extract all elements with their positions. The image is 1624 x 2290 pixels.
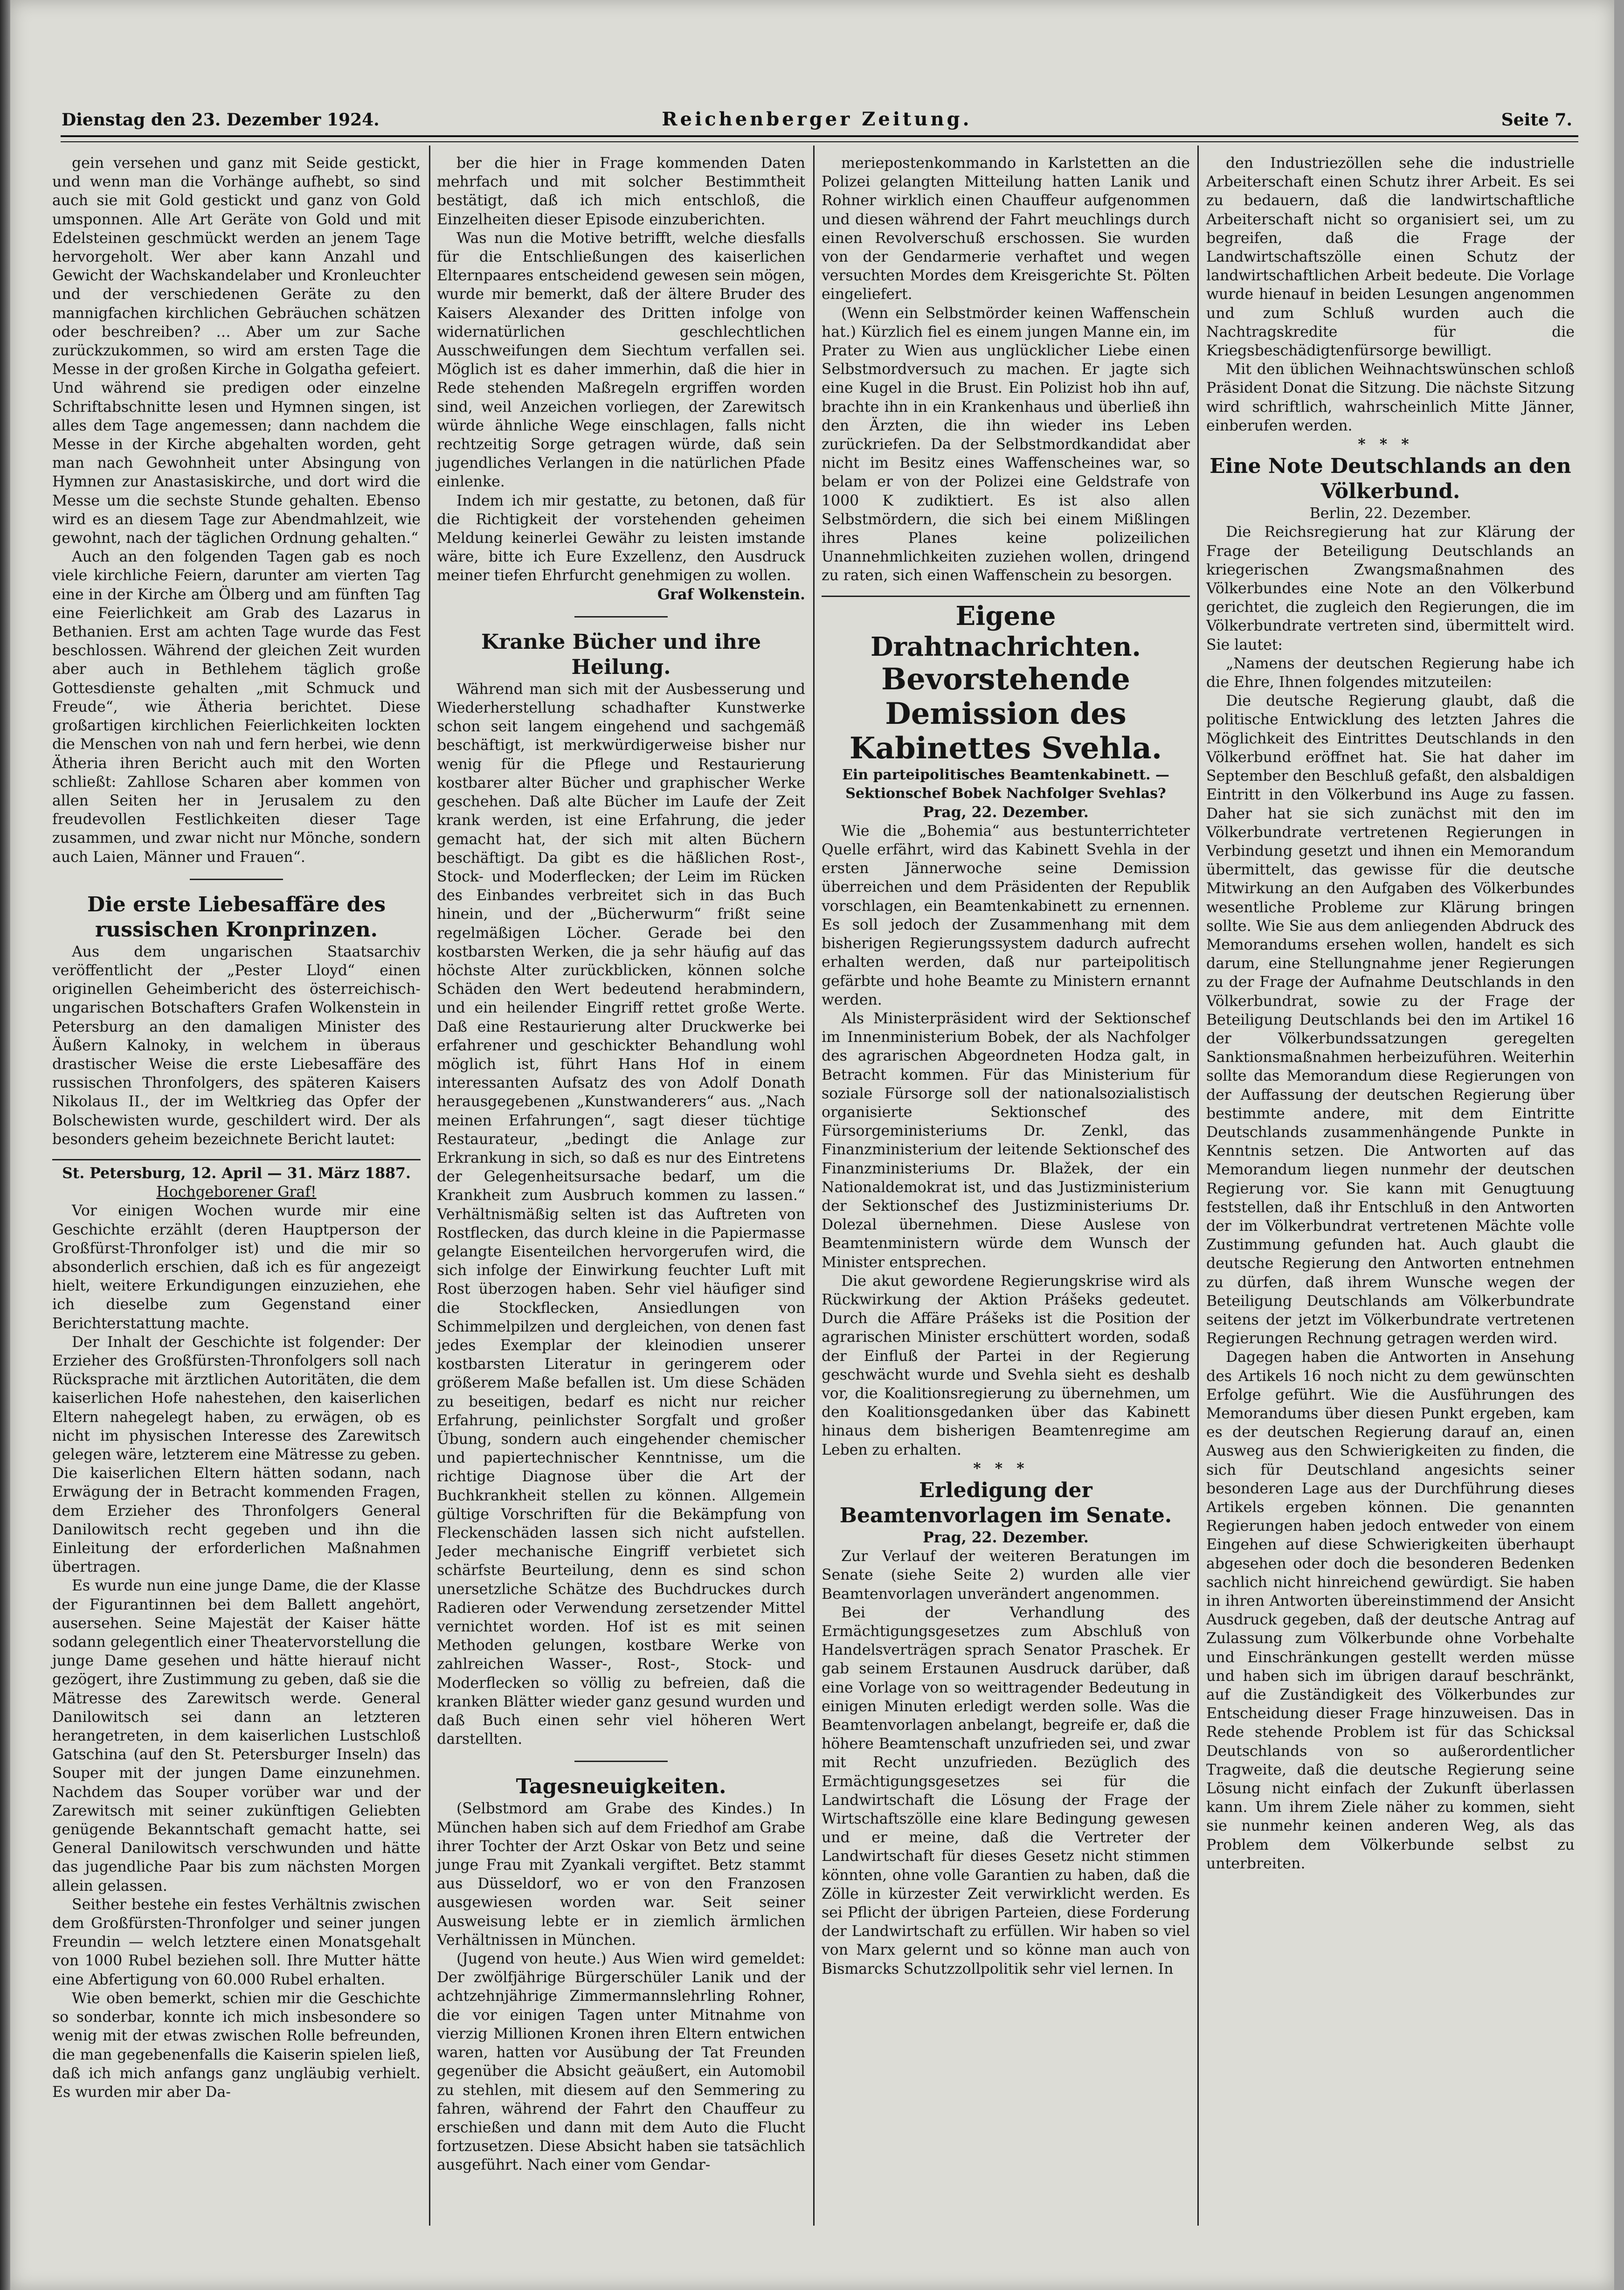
paragraph: Bei der Verhandlung des Ermächtigungsgesetzes zum Abschluß von Handelsverträgen sprach Senator Praschek. Er gab seinem Erstaunen Ausdruck darüber, daß eine Vorlage von so weittragender Bedeutung in einigen Minuten erledigt werden solle. Was die Beamtenvorlagen anbelangt, begreife er, daß die höhere Beamtenschaft unzufrieden sei, und zwar mit Recht unzufrieden. Bezüglich des Ermächtigungsgesetzes sei für die Landwirtschaft die Lösung der Frage der Wirtschaftszölle eine klare Bedingung gewesen und er meine, daß die Vertreter der Landwirtschaft für dieses Gesetz nicht stimmen könnten, ohne volle Garantien zu haben, daß die Zölle in kürzester Zeit verwirklicht werden. Es sei Pflicht der übrigen Parteien, diese Forderung der Landwirtschaft zu erfüllen. Wir haben so viel von Marx gelernt und so könne man auch von Bismarcks Schutzzollpolitik sehr viel lernen. In bbox=[822, 1604, 1190, 1978]
masthead-rule bbox=[61, 135, 1578, 142]
lead-headline: Bevorstehende Demission des Kabinettes Svehla. bbox=[849, 661, 1162, 766]
section-headline: Eigene Drahtnachrichten. bbox=[870, 600, 1141, 662]
paragraph: Mit den üblichen Weihnachtswünschen schloß Präsident Donat die Sitzung. Die nächste Sitzung wird schriftlich, wahrscheinlich Mitte Jänner, einberufen werden. bbox=[1206, 361, 1575, 434]
separator-stars: *** bbox=[1358, 436, 1423, 453]
column-3 bbox=[822, 154, 1190, 2080]
paragraph: (Selbstmord am Grabe des Kindes.) In München haben sich auf dem Friedhof am Grabe ihrer Tochter der Arzt Oskar von Betz und seine junge Frau mit Zyankali vergiftet. Betz stammt aus Düsseldorf, wo er von den Franzosen ausgewiesen worden war. Seit seiner Ausweisung lebte er in ziemlich ärmlichen Verhältnissen in München. bbox=[437, 1800, 805, 1949]
paragraph: Die akut gewordene Regierungskrise wird als Rückwirkung der Aktion Prášeks gedeutet. Durch die Affäre Prášeks ist die Position der agrarischen Minister erschüttert worden, sodaß der Einfluß der Partei in der Regierung geschwächt wurde und Svehla sieht es deshalb vor, die Koalitionsregierung zu übernehmen, um den Koalitionsgedanken über das Kabinett hinaus dem bisherigen Beamtenregime am Leben zu erhalten. bbox=[822, 1272, 1190, 1458]
page-number: Seite 7. bbox=[1501, 110, 1572, 130]
paragraph: Vor einigen Wochen wurde mir eine Geschichte erzählt (deren Hauptperson der Großfürst-Thronfolger ist) und die mir so absonderlich erschien, daß ich es für angezeigt hielt, weitere Erkundigungen einzuziehen, ehe ich dieselbe zum Gegenstand einer Berichterstattung machte. bbox=[52, 1202, 421, 1332]
column-2 bbox=[437, 154, 805, 2174]
article-headline: Kranke Bücher und ihre Heilung. bbox=[481, 630, 761, 679]
paragraph: Dagegen haben die Antworten in Ansehung des Artikels 16 noch nicht zu dem gewünschten Erfolge geführt. Wie die Ausführungen des Memorandums über diesen Punkt ergeben, kam es der deutschen Regierung darauf an, einen Ausweg aus den Schwierigkeiten zu finden, die sich für Deutschland angesichts seiner besonderen Lage aus der Durchführung dieses Artikels ergeben können. Die genannten Regierungen haben jedoch entweder von einem Eingehen auf diese Schwierigkeiten überhaupt abgesehen oder doch die besonderen Bedenken sachlich nicht hinreichend gewürdigt. Sie haben in ihren Antworten übereinstimmend der Ansicht Ausdruck gegeben, daß der deutsche Antrag auf Zulassung zum Völkerbunde ohne Vorbehalte und Einschränkungen gestellt werden müsse und haben sich im übrigen darauf beschränkt, auf die Zuständigkeit des Völkerbundes zur Entscheidung dieser Frage hinzuweisen. Das in Rede stehende Problem ist für das Schicksal Deutschlands von so außerordentlicher Tragweite, daß die deutsche Regierung seine Lösung nicht einfach der Zukunft überlassen kann. Um ihrem Ziele näher zu kommen, sieht sie nunmehr keinen anderen Weg, als das Problem dem Völkerbunde selbst zu unterbreiten. bbox=[1206, 1349, 1575, 1872]
column-rule bbox=[813, 146, 815, 2226]
paragraph: Aus dem ungarischen Staatsarchiv veröffentlicht der „Pester Lloyd“ einen originellen Geheimbericht des österreichisch-ungarischen Botschafters Grafen Wolkenstein in Petersburg an den damaligen Minister des Äußern Kalnoky, in welchem in überaus drastischer Weise die erste Liebesaffäre des russischen Thronfolgers, des späteren Kaisers Nikolaus II., der im Weltkrieg das Opfer der Bolschewisten wurde, geschildert wird. Der als besonders geheim bezeichnete Bericht lautet: bbox=[52, 943, 421, 1148]
paragraph: Wie oben bemerkt, schien mir die Geschichte so sonderbar, konnte ich mich insbesondere so wenig mit der etwas zwischen Rolle befreunden, die man gegebenenfalls die Kaiserin spielen ließ, daß ich mich anfangs ganz ungläubig verhielt. Es wurden mir aber Da- bbox=[52, 1990, 421, 2101]
paragraph: Während man sich mit der Ausbesserung und Wiederherstellung schadhafter Kunstwerke schon seit langem eingehend und sachgemäß beschäftigt, ist merkwürdigerweise bisher nur wenig für die Pflege und Restaurierung kostbarer alter Bücher und graphischer Werke geschehen. Daß alte Bücher im Laufe der Zeit krank werden, ist eine Erfahrung, die jeder gemacht hat, der sich mit alten Büchern beschäftigt. Da gibt es die häßlichen Rost-, Stock- und Moderflecken; der Leim im Rücken des Einbandes verbreitet sich in das Buch hinein, und der „Bücherwurm“ frißt seine regelmäßigen Löcher. Gerade bei den kostbarsten Werken, die ja sehr häufig auf das höchste Alter zurückblicken, können solche Schäden den Wert bedeutend herabmindern, und ein heilender Eingriff rettet große Werte. Daß eine Restaurierung alter Druckwerke bei erfahrener und geschickter Behandlung wohl möglich ist, führt Hans Hof in einem interessanten Aufsatz des von Adolf Donath herausgegebenen „Kunstwanderers“ aus. „Nach meinen Erfahrungen“, sagt dieser tüchtige Restaurateur, „bedingt die Anlage zur Erkrankung in sich, so daß es nur des Eintretens der Gelegenheitsursache bedarf, um die Krankheit zum Ausbruch kommen zu lassen.“ Verhältnismäßig selten ist das Auftreten von Rostflecken, das durch kleine in die Papiermasse gelangte Eisenteilchen hervorgerufen wird, die sich infolge der Einwirkung feuchter Luft mit Rost überzogen haben. Sehr viel häufiger sind die Stockflecken, Ansiedlungen von Schimmelpilzen und dergleichen, von denen fast jedes Exemplar der kleinodien unserer kostbarsten Literatur in geringerem oder größerem Maße befallen ist. Um diese Schäden zu beseitigen, bedarf es nicht nur reicher Erfahrung, peinlichster Sorgfalt und großer Übung, sondern auch eingehender chemischer und papiertechnischer Kenntnisse, um die richtige Diagnose über die Art der Buchkrankheit stellen zu können. Allgemein gültige Vorschriften für die Bekämpfung von Fleckenschäden lassen sich nicht aufstellen. Jeder mechanische Eingriff verbietet sich schärfste Beurteilung, denn es sind schon unersetzliche Schätze des Buchdruckes durch Radieren oder Verwendung zersetzender Mittel vernichtet worden. Hof ist es mit seinen Methoden gelungen, kostbare Werke von zahlreichen Wasser-, Rost-, Stock- und Moderflecken so völlig zu befreien, daß die kranken Blätter wieder ganz gesund wurden und daß Buch einen sehr viel höheren Wert darstellten. bbox=[437, 680, 805, 1748]
divider bbox=[574, 1761, 668, 1762]
divider bbox=[190, 879, 283, 880]
signature: Graf Wolkenstein. bbox=[657, 585, 805, 603]
paragraph: Auch an den folgenden Tagen gab es noch viele kirchliche Feiern, darunter am vierten Tag eine in der Kirche am Ölberg und am fünften Tag eine Feierlichkeit am Grab des Lazarus in Bethanien. Erst am achten Tage wurde das Fest beschlossen. Während der gleichen Zeit wurden aber auch in Bethlehem täglich große Gottesdienste gehalten „mit Schmuck und Freude“, wie Ätheria berichtet. Diese großartigen kirchlichen Feierlichkeiten lockten die Menschen von nah und fern herbei, wie denn Ätheria ihren Bericht auch mit den Worten schließt: Zahllose Scharen aber kommen von allen Seiten her in Jerusalem zu den freudevollen Festlichkeiten dieser Tage zusammen, und zwar nicht nur Mönche, sondern auch Laien, Männer und Frauen“. bbox=[52, 548, 421, 866]
paragraph: Indem ich mir gestatte, zu betonen, daß für die Richtigkeit der vorstehenden geheimen Meldung keinerlei Gewähr zu leisten imstande wäre, bitte ich Eure Exzellenz, den Ausdruck meiner tiefen Ehrfurcht genehmigen zu wollen. bbox=[437, 492, 805, 584]
masthead bbox=[62, 106, 1572, 132]
column-1 bbox=[52, 154, 421, 2101]
paragraph: „Namens der deutschen Regierung habe ich die Ehre, Ihnen folgendes mitzuteilen: bbox=[1206, 655, 1575, 691]
newspaper-title: Reichenberger Zeitung. bbox=[662, 108, 972, 130]
paragraph: Die deutsche Regierung glaubt, daß die politische Entwicklung des letzten Jahres die Möglichkeit des Eintrittes Deutschlands in den Völkerbund eröffnet hat. Sie hat daher im September den Beschluß gefaßt, den alsbaldigen Eintritt in den Völkerbund ins Auge zu fassen. Daher hat sie sich zunächst mit den im Völkerbundrate vertretenen Regierungen in Verbindung gesetzt und ihnen ein Memorandum übermittelt, das gewisse für die deutsche Mitwirkung an den Aufgaben des Völkerbundes wesentliche Probleme zur Klärung bringen sollte. Wie Sie aus dem anliegenden Abdruck des Memorandums ersehen wollen, handelt es sich darum, eine Stellungnahme jener Regierungen zu der Frage der Aufnahme Deutschlands in den Völkerbundrat, sowie zu der Frage der Beteiligung Deutschlands bei den im Artikel 16 der Völkerbundssatzungen geregelten Sanktionsmaßnahmen herbeizuführen. Weiterhin sollte das Memorandum diese Regierungen von der Auffassung der deutschen Regierung über bestimmte andere, mit dem Eintritte Deutschlands zusammenhängende Punkte in Kenntnis setzen. Die Antworten auf das Memorandum liegen nunmehr der deutschen Regierung vor. Sie kann mit Genugtuung feststellen, daß ihr Entschluß in den Antworten der im Völkerbundrat vertretenen Mächte volle Zustimmung gefunden hat. Auch glaubt die deutsche Regierung den Antworten entnehmen zu dürfen, daß ihrem Wunsche wegen der Beteiligung Deutschlands am Völkerbundrate seitens der jetzt im Völkerbundrate vertretenen Regierungen Rechnung getragen werden wird. bbox=[1206, 693, 1575, 1347]
paragraph: (Wenn ein Selbstmörder keinen Waffenschein hat.) Kürzlich fiel es einem jungen Manne ein, im Prater zu Wien aus unglücklicher Liebe einen Selbstmordversuch zu machen. Er jagte sich eine Kugel in die Brust. Ein Polizist hob ihn auf, brachte ihn in ein Krankenhaus und überließ ihn den Ärzten, die ihn wieder ins Leben zurückriefen. Da der Selbstmordkandidat aber nicht im Besitz eines Waffenscheines war, so belam er von der Polizei eine Geldstrafe von 1000 K zudiktiert. Es ist also allen Selbstmördern, die sich bei einem Mißlingen ihres Planes keine polizeilichen Unannehmlichkeiten zuziehen wollen, dringend zu raten, sich einen Waffenschein zu besorgen. bbox=[822, 305, 1190, 584]
divider bbox=[574, 616, 668, 618]
dateline: Berlin, 22. Dezember. bbox=[1309, 505, 1472, 522]
subheadline: Ein parteipolitisches Beamtenkabinett. — Sektionschef Bobek Nachfolger Svehlas? bbox=[842, 766, 1169, 802]
dateline: Prag, 22. Dezember. bbox=[923, 1528, 1089, 1546]
paragraph: den Industriezöllen sehe die industrielle Arbeiterschaft einen Schutz ihrer Arbeit. Es sei zu bedauern, daß die landwirtschaftliche Arbeiterschaft nicht so organisiert sei, um zu begreifen, daß die Frage der Landwirtschaftszölle einen Schutz der landwirtschaftlichen Arbeit bedeute. Die Vorlage wurde hienauf in beiden Lesungen angenommen und zum Schluß wurden auch die Nachtragskredite für die Kriegsbeschädigtenfürsorge bewilligt. bbox=[1206, 155, 1575, 360]
issue-date: Dienstag den 23. Dezember 1924. bbox=[62, 110, 380, 130]
article-headline: Die erste Liebesaffäre des russischen Kronprinzen. bbox=[87, 892, 386, 942]
column-4 bbox=[1206, 154, 1575, 2085]
newspaper-page bbox=[10, 0, 1614, 2290]
paragraph: Der Inhalt der Geschichte ist folgender: Der Erzieher des Großfürsten-Thronfolgers soll nach Rücksprache mit ärztlichen Autoritäten, die dem kaiserlichen Hofe nahestehen, den kaiserlichen Eltern nahegelegt haben, zu erwägen, ob es nicht im physischen Interesse des Zarewitsch gelegen wäre, letzterem eine Mätresse zu geben. Die kaiserlichen Eltern hätten sodann, nach Erwägung der in Betracht kommenden Fragen, dem Erzieher des Thronfolgers General Danilowitsch recht gegeben und ihn die Einleitung der erforderlichen Maßnahmen übertragen. bbox=[52, 1333, 421, 1576]
article-headline: Erledigung der Beamtenvorlagen im Senate. bbox=[839, 1478, 1172, 1527]
dateline: St. Petersburg, 12. April — 31. März 1887. bbox=[62, 1164, 411, 1182]
paragraph: Zur Verlauf der weiteren Beratungen im Senate (siehe Seite 2) wurden alle vier Beamtenvorlagen unverändert angenommen. bbox=[822, 1548, 1190, 1603]
column-rule bbox=[429, 146, 430, 2226]
separator-stars: *** bbox=[973, 1459, 1038, 1477]
paragraph: (Jugend von heute.) Aus Wien wird gemeldet: Der zwölfjährige Bürgerschüler Lanik und der achtzehnjährige Zimmermannslehrling Rohner, die vor einigen Tagen unter Mitnahme von vierzig Millionen Kronen ihren Eltern entwichen waren, hatten vor Ausübung der Tat Freunden gegenüber die Absicht geäußert, ein Automobil zu stehlen, mit diesem auf den Semmering zu fahren, während der Fahrt den Chauffeur zu erschießen und dann mit dem Auto die Flucht fortzusetzen. Diese Absicht haben sie tatsächlich ausgeführt. Nach einer vom Gendar- bbox=[437, 1950, 805, 2174]
divider bbox=[52, 1159, 421, 1160]
divider bbox=[822, 596, 1190, 597]
paragraph: ber die hier in Frage kommenden Daten mehrfach und mit solcher Bestimmtheit bestätigt, daß ich mich entschloß, die Einzelheiten dieser Episode einzuberichten. bbox=[437, 155, 805, 228]
paragraph: Wie die „Bohemia“ aus bestunterrichteter Quelle erfährt, wird das Kabinett Svehla in der ersten Jännerwoche seine Demission überreichen und dem Präsidenten der Republik vorschlagen, ein Beamtenkabinett zu ernennen. Es soll jedoch der Zusammenhang mit dem bisherigen Regierungssystem dadurch aufrecht erhalten werden, daß nur parteipolitisch gefärbte und hohe Beamte zu Ministern ernannt werden. bbox=[822, 822, 1190, 1008]
salutation: Hochgeborener Graf! bbox=[156, 1184, 317, 1201]
article-headline: Eine Note Deutschlands an den Völkerbund. bbox=[1209, 454, 1571, 504]
paragraph: Es wurde nun eine junge Dame, die der Klasse der Figurantinnen bei dem Ballett angehört, ausersehen. Seine Majestät der Kaiser hätte sodann gelegentlich einer Theatervorstellung die junge Dame gesehen und hätte hierauf nicht gezögert, ihre Zustimmung zu geben, daß sie die Mätresse des Zarewitsch werde. General Danilowitsch sei dann an letzteren herangetreten, in dem kaiserlichen Lustschloß Gatschina (auf den St. Petersburger Inseln) das Souper mit der jungen Dame einzunehmen. Nachdem das Souper vorüber war und der Zarewitsch mit seiner zukünftigen Geliebten genügende Bekanntschaft gemacht hatte, sei General Danilowitsch verschwunden und hätte das jugendliche Paar bis zum nächsten Morgen allein gelassen. bbox=[52, 1577, 421, 1894]
paragraph: Seither bestehe ein festes Verhältnis zwischen dem Großfürsten-Thronfolger und seiner jungen Freundin — welch letztere einen Monatsgehalt von 1000 Rubel beziehen soll. Ihre Mutter hätte eine Abfertigung von 60.000 Rubel erhalten. bbox=[52, 1896, 421, 1988]
paragraph: Die Reichsregierung hat zur Klärung der Frage der Beteiligung Deutschlands an kriegerischen Zwangsmaßnahmen des Völkerbundes eine Note an den Völkerbund gerichtet, die zugleich den Regierungen, die im Völkerbundrate vertreten sind, übermittelt wird. Sie lautet: bbox=[1206, 524, 1575, 653]
paragraph: gein versehen und ganz mit Seide gestickt, und wenn man die Vorhänge aufhebt, so sind auch sie mit Gold gestickt und ganz von Gold umsponnen. Alle Art Geräte von Gold und mit Edelsteinen geschmückt werden an jenem Tage hervorgeholt. Wer aber kann Anzahl und Gewicht der Wachskandelaber und Kronleuchter und der verschiedenen Geräte zu den mannigfachen kirchlichen Gebräuchen schätzen oder beschreiben? … Aber um zur Sache zurückzukommen, so wird am ersten Tage die Messe in der großen Kirche in Golgatha gefeiert. Und während sie predigen oder einzelne Schriftabschnitte lesen und Hymnen singen, ist alles dem Tage angemessen; dann nachdem die Messe in der Kirche abgehalten worden, geht man nach Gewohnheit unter Absingung von Hymnen zur Anastasiskirche, und dort wird die Messe um die sechste Stunde gehalten. Ebenso wird es an diesem Tage zur Abendmahlzeit, wie gewohnt, nach der täglichen Ordnung gehalten.“ bbox=[52, 155, 421, 547]
dateline: Prag, 22. Dezember. bbox=[923, 803, 1089, 821]
paragraph: meriepostenkommando in Karlstetten an die Polizei gelangten Mitteilung hatten Lanik und Rohner wirklich einen Chauffeur aufgenommen und diesen während der Fahrt meuchlings durch einen Revolverschuß erschossen. Sie wurden von der Gendarmerie verhaftet und wegen versuchten Mordes dem Kreisgerichte St. Pölten eingeliefert. bbox=[822, 155, 1190, 303]
column-rule bbox=[1197, 146, 1199, 2226]
paragraph: Als Ministerpräsident wird der Sektionschef im Innenministerium Bobek, der als Nachfolger des agrarischen Abgeordneten Hodza galt, in Betracht kommen. Für das Ministerium für soziale Fürsorge soll der nationalsozialistisch organisierte Sektionschef des Fürsorgeministeriums Dr. Zenkl, das Finanzministerium der leitende Sektionschef des Finanzministeriums Dr. Blažek, der ein Nationaldemokrat ist, und das Justizministerium der Sektionschef des Justizministeriums Dr. Dolezal übernehmen. Diese Auslese von Beamtenministern würde dem Wunsch der Minister entsprechen. bbox=[822, 1010, 1190, 1271]
paragraph: Was nun die Motive betrifft, welche diesfalls für die Entschließungen des kaiserlichen Elternpaares entscheidend gewesen sein mögen, wurde mir bemerkt, daß der ältere Bruder des Kaisers Alexander des Dritten infolge von widernatürlichen geschlechtlichen Ausschweifungen dem Siechtum verfallen sei. Möglich ist es daher immerhin, daß die hier in Rede stehenden Maßregeln ergriffen worden sind, weil Anzeichen vorliegen, der Zarewitsch würde ähnliche Wege einschlagen, falls nicht rechtzeitig Sorge getragen würde, daß sein jugendliches Verlangen in die natürlichen Pfade einlenke. bbox=[437, 229, 805, 491]
section-headline: Tagesneuigkeiten. bbox=[516, 1775, 726, 1799]
